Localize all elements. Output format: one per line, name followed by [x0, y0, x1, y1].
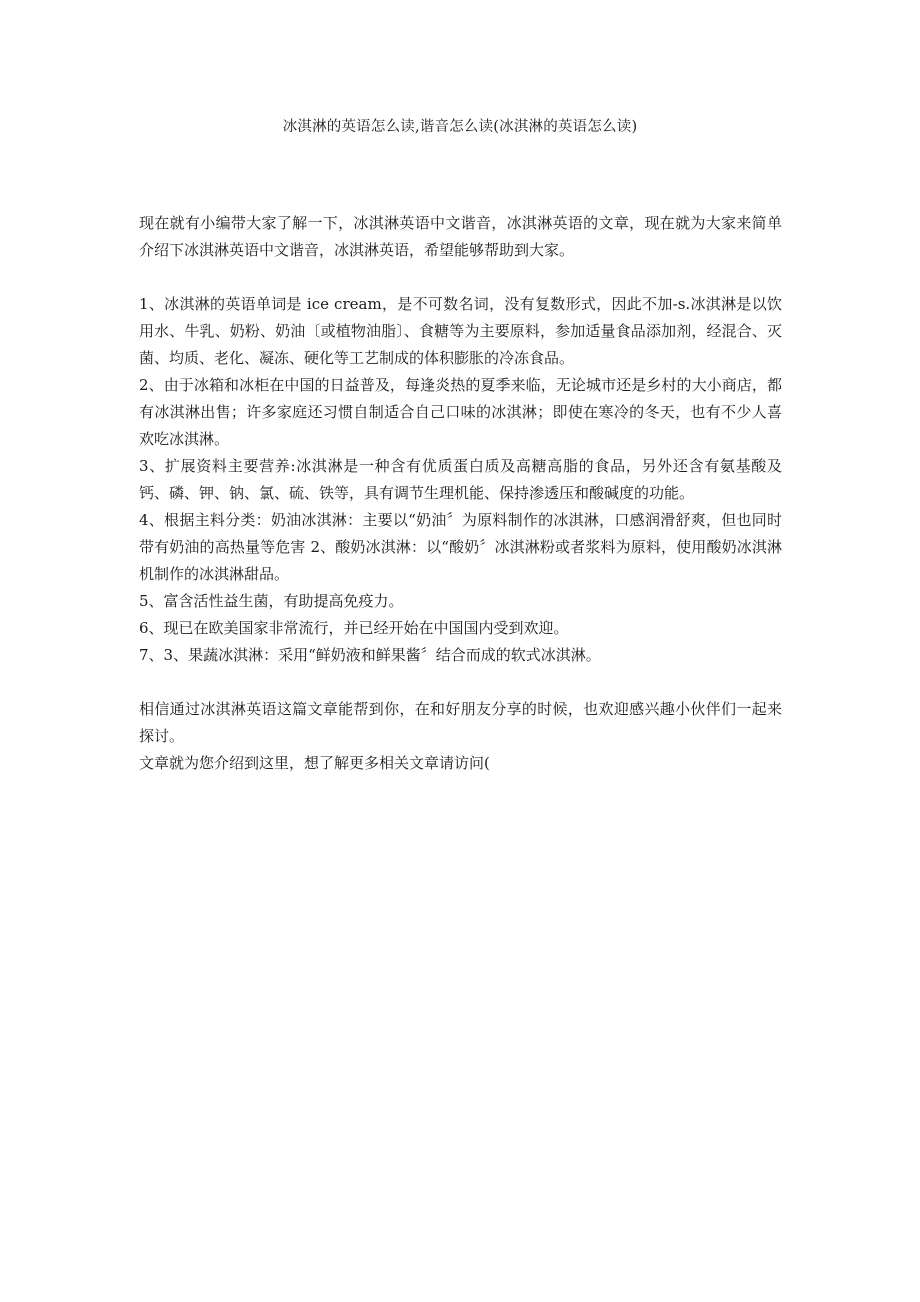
page-title: 冰淇淋的英语怎么读,谐音怎么读(冰淇淋的英语怎么读) [282, 119, 638, 135]
closing-paragraph: 相信通过冰淇淋英语这篇文章能帮到你，在和好朋友分享的时候，也欢迎感兴趣小伙伴们一起来探讨。 [139, 700, 782, 745]
list-item: 4、根据主料分类：奶油冰淇淋：主要以“奶油〞为原料制作的冰淇淋，口感润滑舒爽，但也同时带有奶油的高热量等危害 2、酸奶冰淇淋：以“酸奶〞冰淇淋粉或者浆料为原料，使用酸奶冰淇淋机制作的冰淇淋甜品。 [139, 511, 782, 583]
list-item: 6、现已在欧美国家非常流行，并已经开始在中国国内受到欢迎。 [139, 619, 569, 637]
list-item: 1、冰淇淋的英语单词是 ice cream，是不可数名词，没有复数形式，因此不加-s.冰淇淋是以饮用水、牛乳、奶粉、奶油〔或植物油脂〕、食糖等为主要原料，参加适量食品添加剂，经混合、灭菌、均质、老化、凝冻、硬化等工艺制成的体积膨胀的冷冻食品。 [139, 295, 782, 367]
article-body [139, 210, 782, 777]
list-item: 7、3、果蔬冰淇淋：采用“鲜奶液和鲜果酱〞结合而成的软式冰淇淋。 [139, 646, 601, 664]
list-item: 5、富含活性益生菌，有助提高免疫力。 [139, 592, 404, 610]
closing-link-line: 文章就为您介绍到这里，想了解更多相关文章请访问( [139, 754, 490, 772]
list-item: 2、由于冰箱和冰柜在中国的日益普及，每逢炎热的夏季来临，无论城市还是乡村的大小商店，都有冰淇淋出售；许多家庭还习惯自制适合自己口味的冰淇淋；即使在寒冷的冬天，也有不少人喜欢吃冰淇淋。 [139, 376, 782, 448]
list-item: 3、扩展资料主要营养:冰淇淋是一种含有优质蛋白质及高糖高脂的食品，另外还含有氨基酸及钙、磷、钾、钠、氯、硫、铁等，具有调节生理机能、保持渗透压和酸碱度的功能。 [139, 457, 782, 502]
points-list [139, 291, 782, 669]
intro-paragraph: 现在就有小编带大家了解一下，冰淇淋英语中文谐音，冰淇淋英语的文章，现在就为大家来简单介绍下冰淇淋英语中文谐音，冰淇淋英语，希望能够帮助到大家。 [139, 214, 782, 259]
